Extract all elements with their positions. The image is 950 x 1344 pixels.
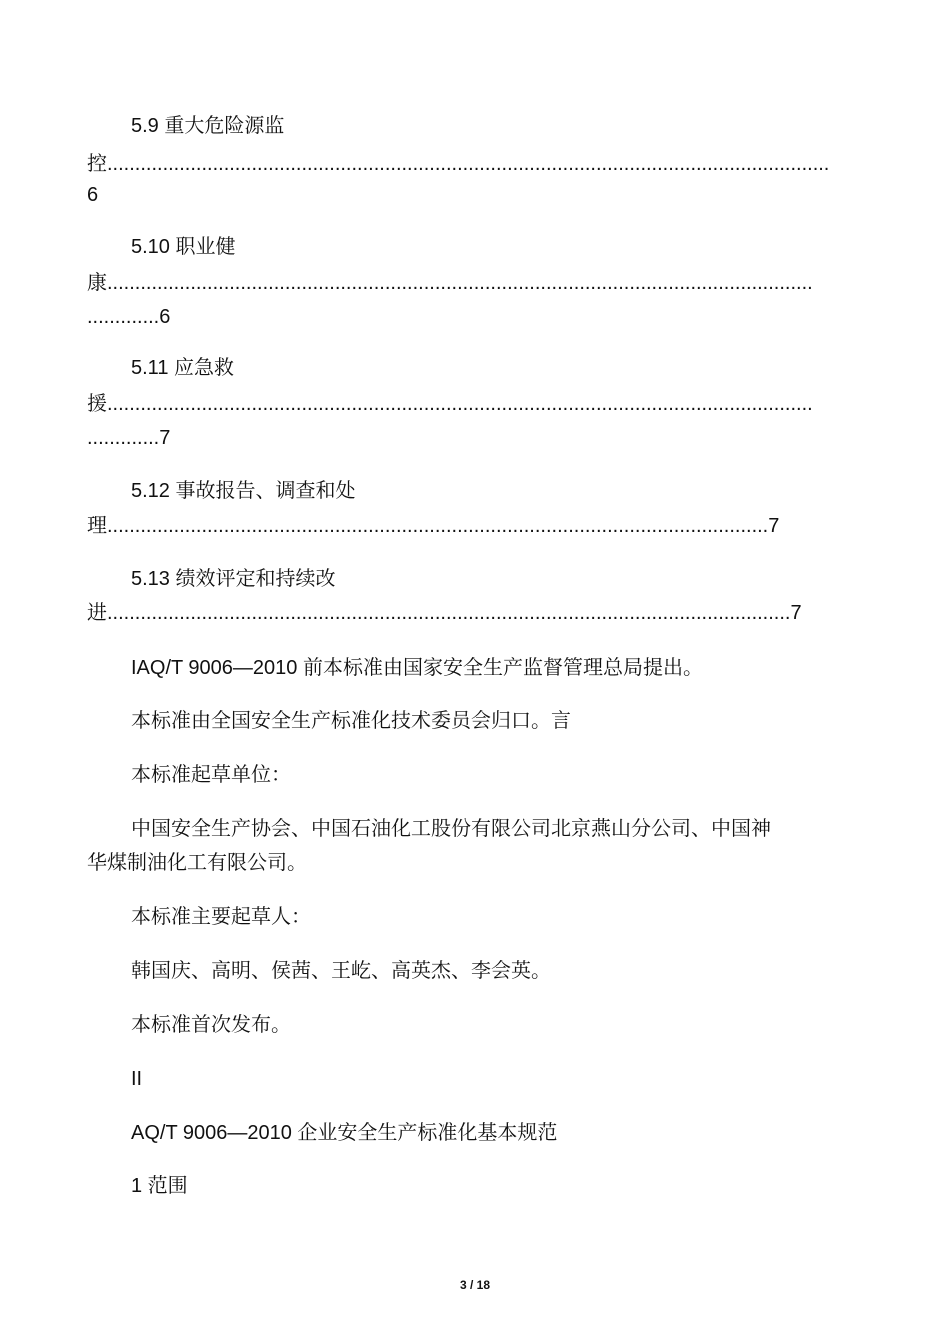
paragraph: 韩国庆、高明、侯茜、王屹、高英杰、李会英。 xyxy=(131,960,551,982)
paragraph: 本标准由全国安全生产标准化技术委员会归口。言 xyxy=(131,710,571,732)
toc-entry-title: 5.11 应急救 xyxy=(131,357,234,379)
paragraph: 中国安全生产协会、中国石油化工股份有限公司北京燕山分公司、中国神 xyxy=(131,818,771,840)
toc-entry-leader: 理.......................................................................................................................7 xyxy=(87,515,780,537)
toc-entry-leader: 援............................................................................................................................... xyxy=(87,393,813,415)
toc-entry-page: 6 xyxy=(87,184,99,206)
paragraph: 本标准主要起草人： xyxy=(131,906,311,928)
toc-entry-leader: 康............................................................................................................................... xyxy=(87,272,813,294)
toc-entry-title: 5.9 重大危险源监 xyxy=(131,115,285,137)
toc-entry-title: 5.13 绩效评定和持续改 xyxy=(131,568,336,590)
section-title: AQ/T 9006—2010 企业安全生产标准化基本规范 xyxy=(131,1122,558,1144)
paragraph: 本标准起草单位： xyxy=(131,764,291,786)
toc-entry-title: 5.10 职业健 xyxy=(131,236,236,258)
paragraph: 本标准首次发布。 xyxy=(131,1014,291,1036)
page-number-footer: 3 / 18 xyxy=(459,1278,491,1292)
toc-entry-leader: 控.................................................................................................................................. xyxy=(87,153,830,175)
heading-scope: 1 范围 xyxy=(131,1175,188,1197)
toc-entry-leader: 进...........................................................................................................................7 xyxy=(87,602,802,624)
toc-entry-page-line: .............6 xyxy=(87,306,171,328)
toc-entry-title: 5.12 事故报告、调查和处 xyxy=(131,480,356,502)
paragraph-continuation: 华煤制油化工有限公司。 xyxy=(87,852,307,874)
paragraph: IAQ/T 9006—2010 前本标准由国家安全生产监督管理总局提出。 xyxy=(131,657,703,679)
toc-entry-page-line: .............7 xyxy=(87,427,171,449)
roman-page-number: II xyxy=(131,1068,143,1090)
